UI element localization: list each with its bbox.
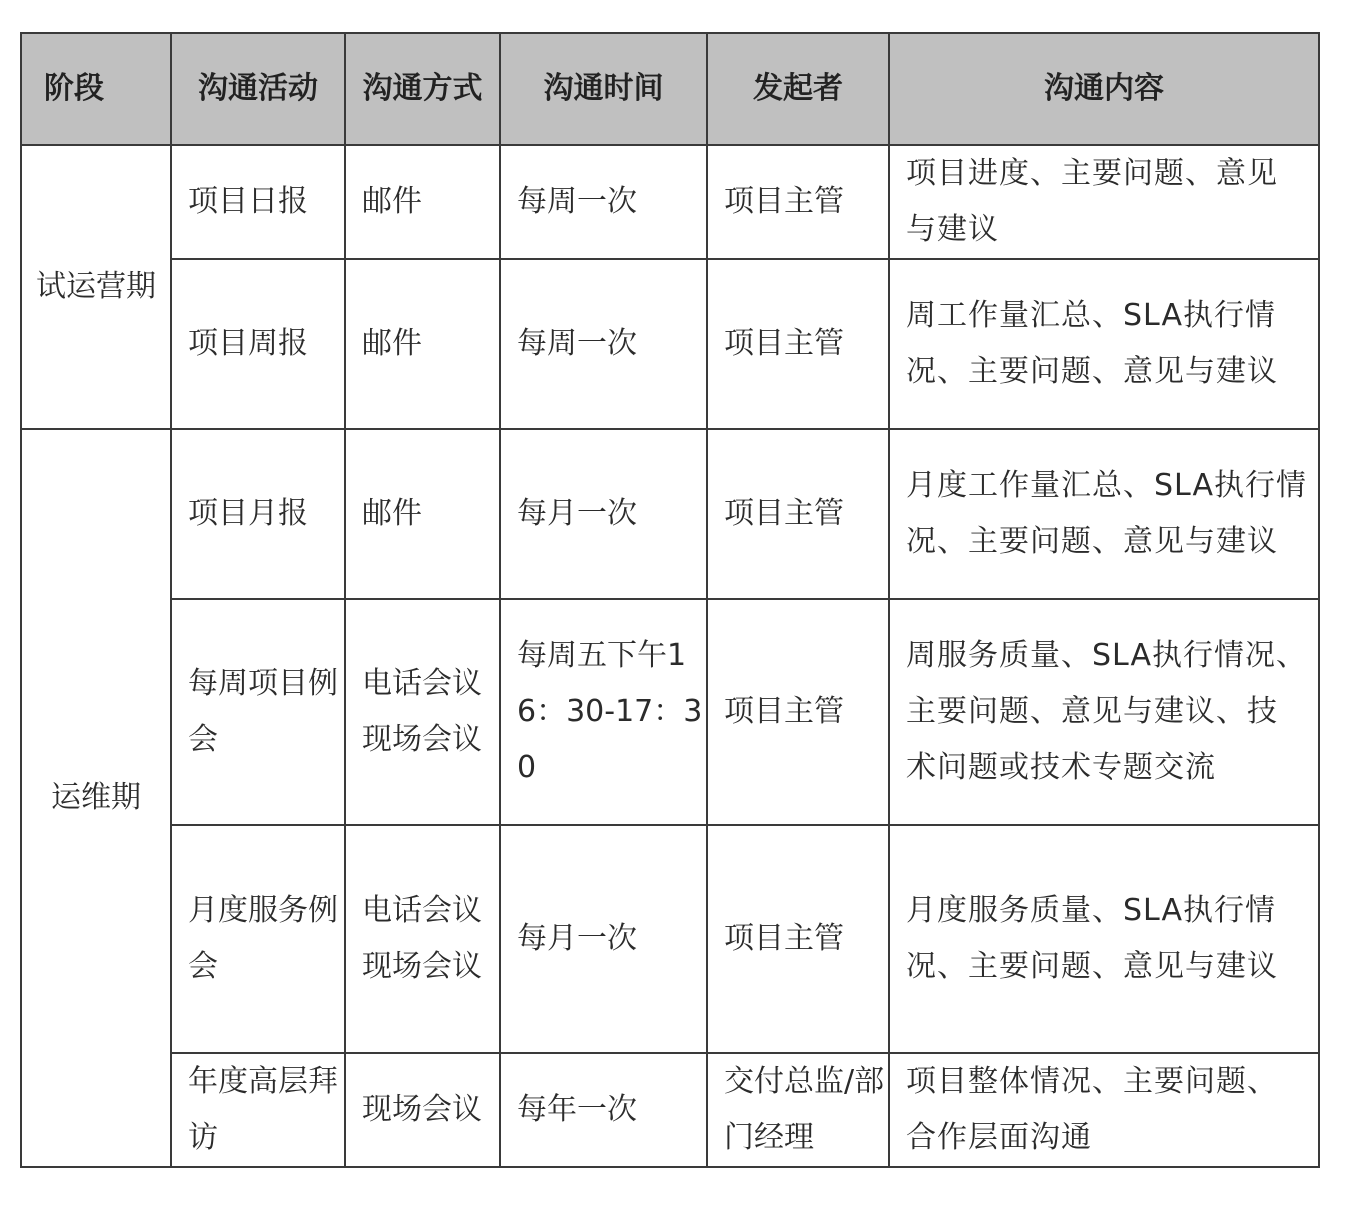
header-content: 沟通内容 [889,33,1319,145]
initiator-cell: 项目主管 [707,259,889,429]
content-cell: 月度服务质量、SLA执行情况、主要问题、意见与建议 [889,825,1319,1053]
content-cell: 周工作量汇总、SLA执行情况、主要问题、意见与建议 [889,259,1319,429]
table-row [21,259,1319,429]
time-cell: 每周一次 [500,145,707,259]
header-method: 沟通方式 [345,33,500,145]
initiator-cell: 项目主管 [707,825,889,1053]
activity-cell: 项目周报 [171,259,345,429]
initiator-cell: 交付总监/部门经理 [707,1053,889,1167]
method-cell [345,825,500,1053]
table-row [21,825,1319,1053]
header-initiator: 发起者 [707,33,889,145]
communication-plan-table [20,32,1320,1168]
method-cell: 邮件 [345,429,500,599]
activity-cell: 每周项目例会 [171,599,345,825]
table-row [21,429,1319,599]
activity-cell: 月度服务例会 [171,825,345,1053]
method-cell: 电话会议现场会议 [345,599,500,825]
table-row [21,1053,1319,1167]
activity-cell: 项目月报 [171,429,345,599]
time-cell: 每月一次 [500,825,707,1053]
content-cell: 月度工作量汇总、SLA执行情况、主要问题、意见与建议 [889,429,1319,599]
content-cell: 周服务质量、SLA执行情况、主要问题、意见与建议、技术问题或技术专题交流 [889,599,1319,825]
time-cell: 每月一次 [500,429,707,599]
time-cell: 每周五下午16：30-17：30 [500,599,707,825]
time-cell: 每周一次 [500,259,707,429]
method-cell: 邮件 [345,259,500,429]
content-cell: 项目整体情况、主要问题、合作层面沟通 [889,1053,1319,1167]
activity-cell: 年度高层拜访 [171,1053,345,1167]
method-cell: 邮件 [345,145,500,259]
table-header-row [21,33,1319,145]
content-cell: 项目进度、主要问题、意见与建议 [889,145,1319,259]
header-time: 沟通时间 [500,33,707,145]
method-cell: 现场会议 [345,1053,500,1167]
initiator-cell: 项目主管 [707,599,889,825]
initiator-cell: 项目主管 [707,145,889,259]
table-row [21,145,1319,259]
header-activity: 沟通活动 [171,33,345,145]
method-text: 电话会议 现场会议 [362,893,482,984]
stage-cell-trial: 试运营期 [21,145,171,429]
stage-cell-operations: 运维期 [21,429,171,1167]
activity-cell: 项目日报 [171,145,345,259]
time-cell: 每年一次 [500,1053,707,1167]
initiator-cell: 项目主管 [707,429,889,599]
header-stage: 阶段 [21,33,171,145]
table-row [21,599,1319,825]
